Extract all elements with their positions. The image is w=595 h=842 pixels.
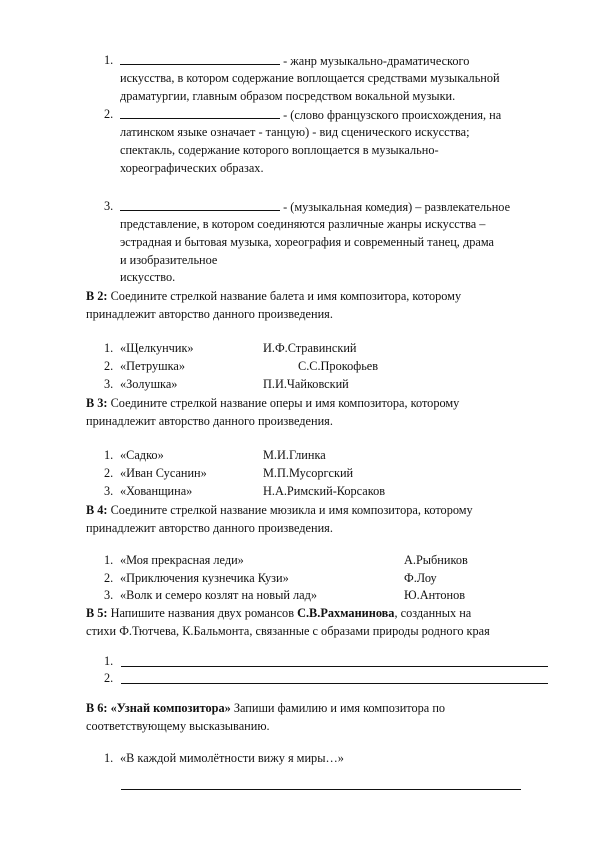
b3-row-2-work[interactable]: «Иван Сусанин» bbox=[120, 466, 207, 480]
b1-item-2-number: 2. bbox=[104, 107, 114, 121]
b3-row-1-work[interactable]: «Садко» bbox=[120, 448, 164, 462]
b6-instruction-line-1: В 6: «Узнай композитора» Запиши фамилию и имя композитора по bbox=[86, 701, 446, 715]
b5-answer-1-number: 1. bbox=[104, 654, 114, 668]
b1-item-1-line-1: - жанр музыкально-драматического bbox=[120, 53, 469, 69]
b1-item-1-line-2: искусства, в котором содержание воплощается средствами музыкальной bbox=[120, 71, 500, 85]
b2-row-1-composer[interactable]: И.Ф.Стравинский bbox=[263, 341, 357, 355]
b1-item-2-line-4: хореографических образах. bbox=[120, 161, 264, 175]
b1-item-3-line-1: - (музыкальная комедия) – развлекательное bbox=[120, 199, 510, 215]
b2-instruction-line-1: В 2: Соедините стрелкой название балета и имя композитора, которому bbox=[86, 289, 462, 303]
b4-row-3-work[interactable]: «Волк и семеро козлят на новый лад» bbox=[120, 588, 318, 602]
b4-row-2-composer[interactable]: Ф.Лоу bbox=[404, 571, 437, 585]
answer-blank[interactable] bbox=[120, 107, 280, 119]
b1-item-3-line-2: представление, в котором соединяются различные жанры искусства – bbox=[120, 217, 486, 231]
b3-instruction-line-2: принадлежит авторство данного произведения. bbox=[86, 414, 333, 428]
b1-item-2-line-2: латинском языке означает - танцую) - вид сценического искусства; bbox=[120, 125, 470, 139]
b1-item-1-line-3: драматургии, главным образом посредством вокальной музыки. bbox=[120, 89, 456, 103]
b6-instruction-line-2: соответствующему высказыванию. bbox=[86, 719, 270, 733]
b2-row-3-number: 3. bbox=[104, 377, 114, 391]
b4-row-2-number: 2. bbox=[104, 571, 114, 585]
b2-row-1-work[interactable]: «Щелкунчик» bbox=[120, 341, 194, 355]
b3-row-3-composer[interactable]: Н.А.Римский-Корсаков bbox=[263, 484, 386, 498]
b6-answer-line[interactable] bbox=[121, 789, 521, 790]
answer-blank[interactable] bbox=[120, 53, 280, 65]
b2-row-1-number: 1. bbox=[104, 341, 114, 355]
b4-row-1-number: 1. bbox=[104, 553, 114, 567]
b4-instruction-line-1: В 4: Соедините стрелкой название мюзикла и имя композитора, которому bbox=[86, 503, 473, 517]
b4-row-1-composer[interactable]: А.Рыбников bbox=[404, 553, 468, 567]
b5-answer-2-line[interactable] bbox=[121, 683, 548, 684]
b2-instruction-line-2: принадлежит авторство данного произведения. bbox=[86, 307, 333, 321]
b4-row-3-composer[interactable]: Ю.Антонов bbox=[404, 588, 466, 602]
b1-item-3-line-5: искусство. bbox=[120, 270, 176, 284]
b5-instruction-line-2: стихи Ф.Тютчева, К.Бальмонта, связанные с образами природы родного края bbox=[86, 624, 490, 638]
b5-answer-1-line[interactable] bbox=[121, 666, 548, 667]
b4-row-2-work[interactable]: «Приключения кузнечика Кузи» bbox=[120, 571, 289, 585]
b3-row-3-work[interactable]: «Хованщина» bbox=[120, 484, 193, 498]
b2-row-3-composer[interactable]: П.И.Чайковский bbox=[263, 377, 349, 391]
b4-instruction-line-2: принадлежит авторство данного произведения. bbox=[86, 521, 333, 535]
b3-instruction-line-1: В 3: Соедините стрелкой название оперы и имя композитора, которому bbox=[86, 396, 460, 410]
b6-item-1-number: 1. bbox=[104, 751, 114, 765]
b5-instruction-line-1: В 5: Напишите названия двух романсов С.В.Рахманинова, созданных на bbox=[86, 606, 472, 620]
b1-item-1-number: 1. bbox=[104, 53, 114, 67]
b4-row-1-work[interactable]: «Моя прекрасная леди» bbox=[120, 553, 244, 567]
b1-item-3-line-4: и изобразительное bbox=[120, 253, 218, 267]
b1-item-2-line-3: спектакль, содержание которого воплощается в музыкально- bbox=[120, 143, 439, 157]
b3-row-3-number: 3. bbox=[104, 484, 114, 498]
b1-item-3-number: 3. bbox=[104, 199, 114, 213]
b2-row-2-work[interactable]: «Петрушка» bbox=[120, 359, 186, 373]
b4-row-3-number: 3. bbox=[104, 588, 114, 602]
b5-answer-2-number: 2. bbox=[104, 671, 114, 685]
b1-item-2-line-1: - (слово французского происхождения, на bbox=[120, 107, 501, 123]
b3-row-2-composer[interactable]: М.П.Мусоргский bbox=[263, 466, 354, 480]
b3-row-1-number: 1. bbox=[104, 448, 114, 462]
b6-item-1-quote: «В каждой мимолётности вижу я миры…» bbox=[120, 751, 344, 765]
b2-row-2-composer[interactable]: С.С.Прокофьев bbox=[298, 359, 379, 373]
b1-item-3-line-3: эстрадная и бытовая музыка, хореография и современный танец, драма bbox=[120, 235, 494, 249]
b3-row-2-number: 2. bbox=[104, 466, 114, 480]
b2-row-2-number: 2. bbox=[104, 359, 114, 373]
b3-row-1-composer[interactable]: М.И.Глинка bbox=[263, 448, 326, 462]
answer-blank[interactable] bbox=[120, 199, 280, 211]
b2-row-3-work[interactable]: «Золушка» bbox=[120, 377, 178, 391]
